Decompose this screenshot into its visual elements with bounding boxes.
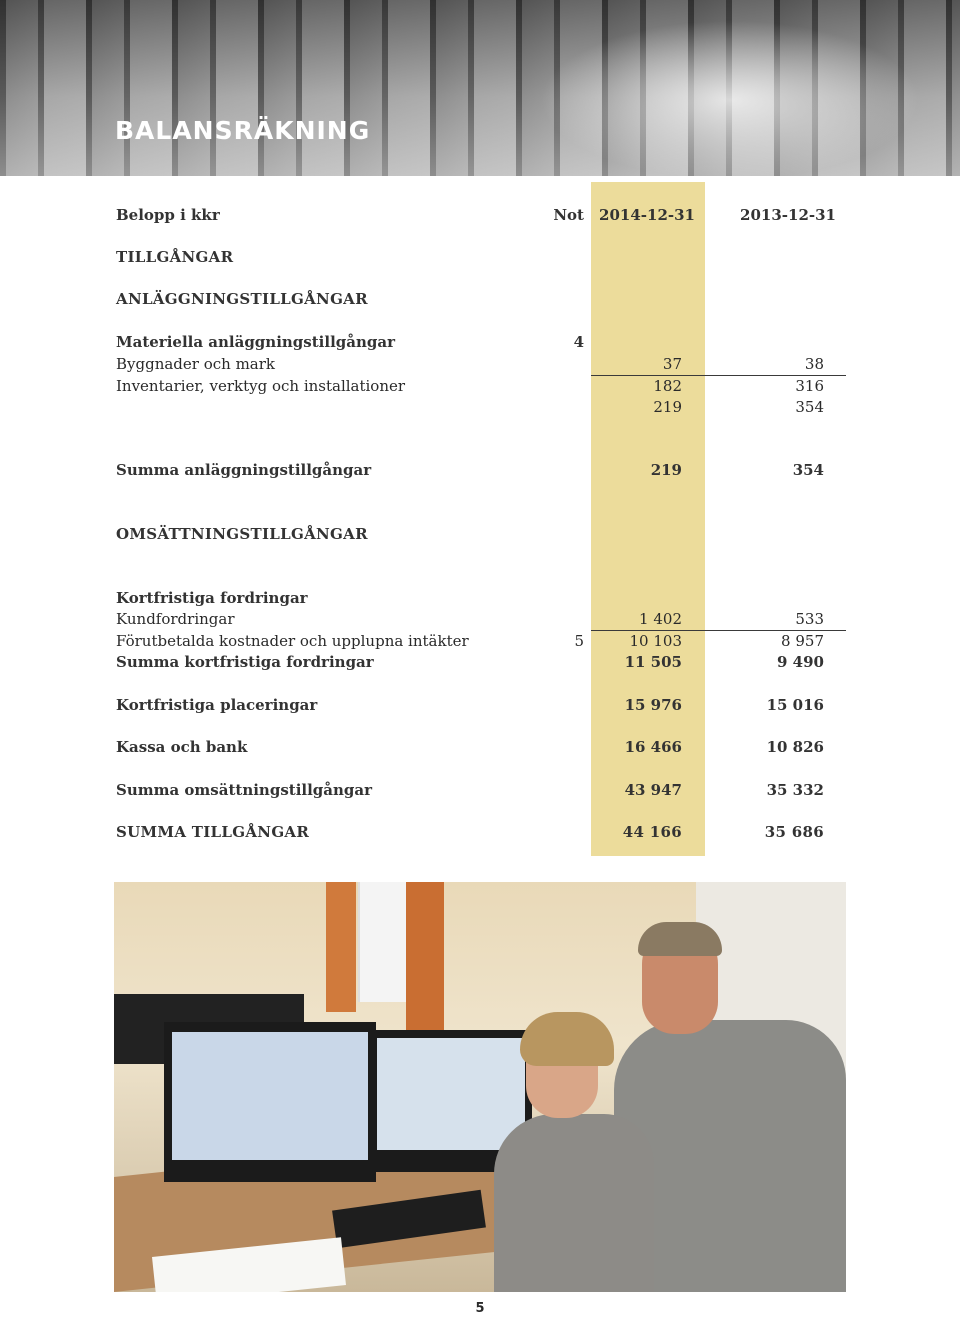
table-row [0, 375, 960, 397]
header-year-2013: 2013-12-31 [740, 206, 836, 224]
monitor-screen [172, 1032, 368, 1160]
row-value-2013: 35 686 [764, 823, 824, 841]
banner-light-haze [540, 20, 920, 176]
row-label: Summa anläggningstillgångar [116, 461, 372, 479]
header-note-label: Not [553, 206, 584, 224]
row-value-2013: 15 016 [766, 696, 824, 714]
woman-hair [520, 1012, 614, 1066]
table-row [0, 779, 960, 801]
table-row [0, 821, 960, 843]
office-photo [114, 882, 846, 1292]
window [358, 882, 406, 1002]
row-value-2014: 43 947 [624, 781, 682, 799]
table-row [0, 353, 960, 375]
table-row [0, 523, 960, 545]
row-value-2014: 15 976 [624, 696, 682, 714]
table-row [0, 608, 960, 630]
row-value-2013: 8 957 [781, 632, 824, 650]
table-row [0, 736, 960, 758]
row-value-2013: 9 490 [777, 653, 824, 671]
row-value-2014: 182 [653, 377, 682, 395]
row-value-2014: 10 103 [629, 632, 682, 650]
row-value-2014: 11 505 [624, 653, 682, 671]
table-row [0, 396, 960, 418]
row-note: 4 [573, 333, 584, 351]
row-label: OMSÄTTNINGSTILLGÅNGAR [116, 525, 368, 543]
table-row [0, 587, 960, 609]
row-value-2013: 316 [795, 377, 824, 395]
row-label: ANLÄGGNINGSTILLGÅNGAR [116, 290, 368, 308]
row-label: TILLGÅNGAR [116, 248, 234, 266]
row-value-2013: 533 [795, 610, 824, 628]
row-label: Byggnader och mark [116, 355, 276, 373]
row-label: Summa kortfristiga fordringar [116, 653, 374, 671]
row-note: 5 [574, 632, 584, 650]
monitor-screen [377, 1038, 525, 1150]
row-value-2014: 219 [653, 398, 682, 416]
page-number: 5 [475, 1301, 485, 1316]
header-year-2014: 2014-12-31 [599, 206, 695, 224]
table-row [0, 331, 960, 353]
row-value-2013: 35 332 [766, 781, 824, 799]
row-label: Materiella anläggningstillgångar [116, 333, 395, 351]
row-value-2013: 10 826 [766, 738, 824, 756]
row-value-2014: 44 166 [622, 823, 682, 841]
table-row [0, 694, 960, 716]
row-value-2013: 38 [804, 355, 824, 373]
row-label: Kortfristiga fordringar [116, 589, 308, 607]
window-frame-right [406, 882, 444, 1032]
row-value-2014: 37 [662, 355, 682, 373]
man-hair [638, 922, 722, 956]
row-value-2014: 16 466 [624, 738, 682, 756]
header-banner [0, 0, 960, 176]
row-value-2014: 1 402 [639, 610, 682, 628]
row-label: Inventarier, verktyg och installationer [116, 377, 406, 395]
table-row [0, 459, 960, 481]
row-label: Kortfristiga placeringar [116, 696, 318, 714]
table-row [0, 288, 960, 310]
row-label: Kassa och bank [116, 738, 248, 756]
row-value-2014: 219 [650, 461, 682, 479]
page-title: BALANSRÄKNING [115, 116, 371, 145]
woman-sweater [494, 1114, 654, 1292]
table-row [0, 630, 960, 652]
row-value-2013: 354 [795, 398, 824, 416]
row-label: Förutbetalda kostnader och upplupna intäkter [116, 632, 469, 650]
window-frame-left [326, 882, 356, 1012]
header-amount-label: Belopp i kkr [116, 206, 220, 224]
row-value-2013: 354 [792, 461, 824, 479]
row-label: Summa omsättningstillgångar [116, 781, 373, 799]
table-row [0, 651, 960, 673]
row-label: SUMMA TILLGÅNGAR [116, 823, 310, 841]
table-row [0, 246, 960, 268]
monitor-left [164, 1022, 376, 1182]
row-label: Kundfordringar [116, 610, 235, 628]
table-header-row [0, 204, 960, 226]
